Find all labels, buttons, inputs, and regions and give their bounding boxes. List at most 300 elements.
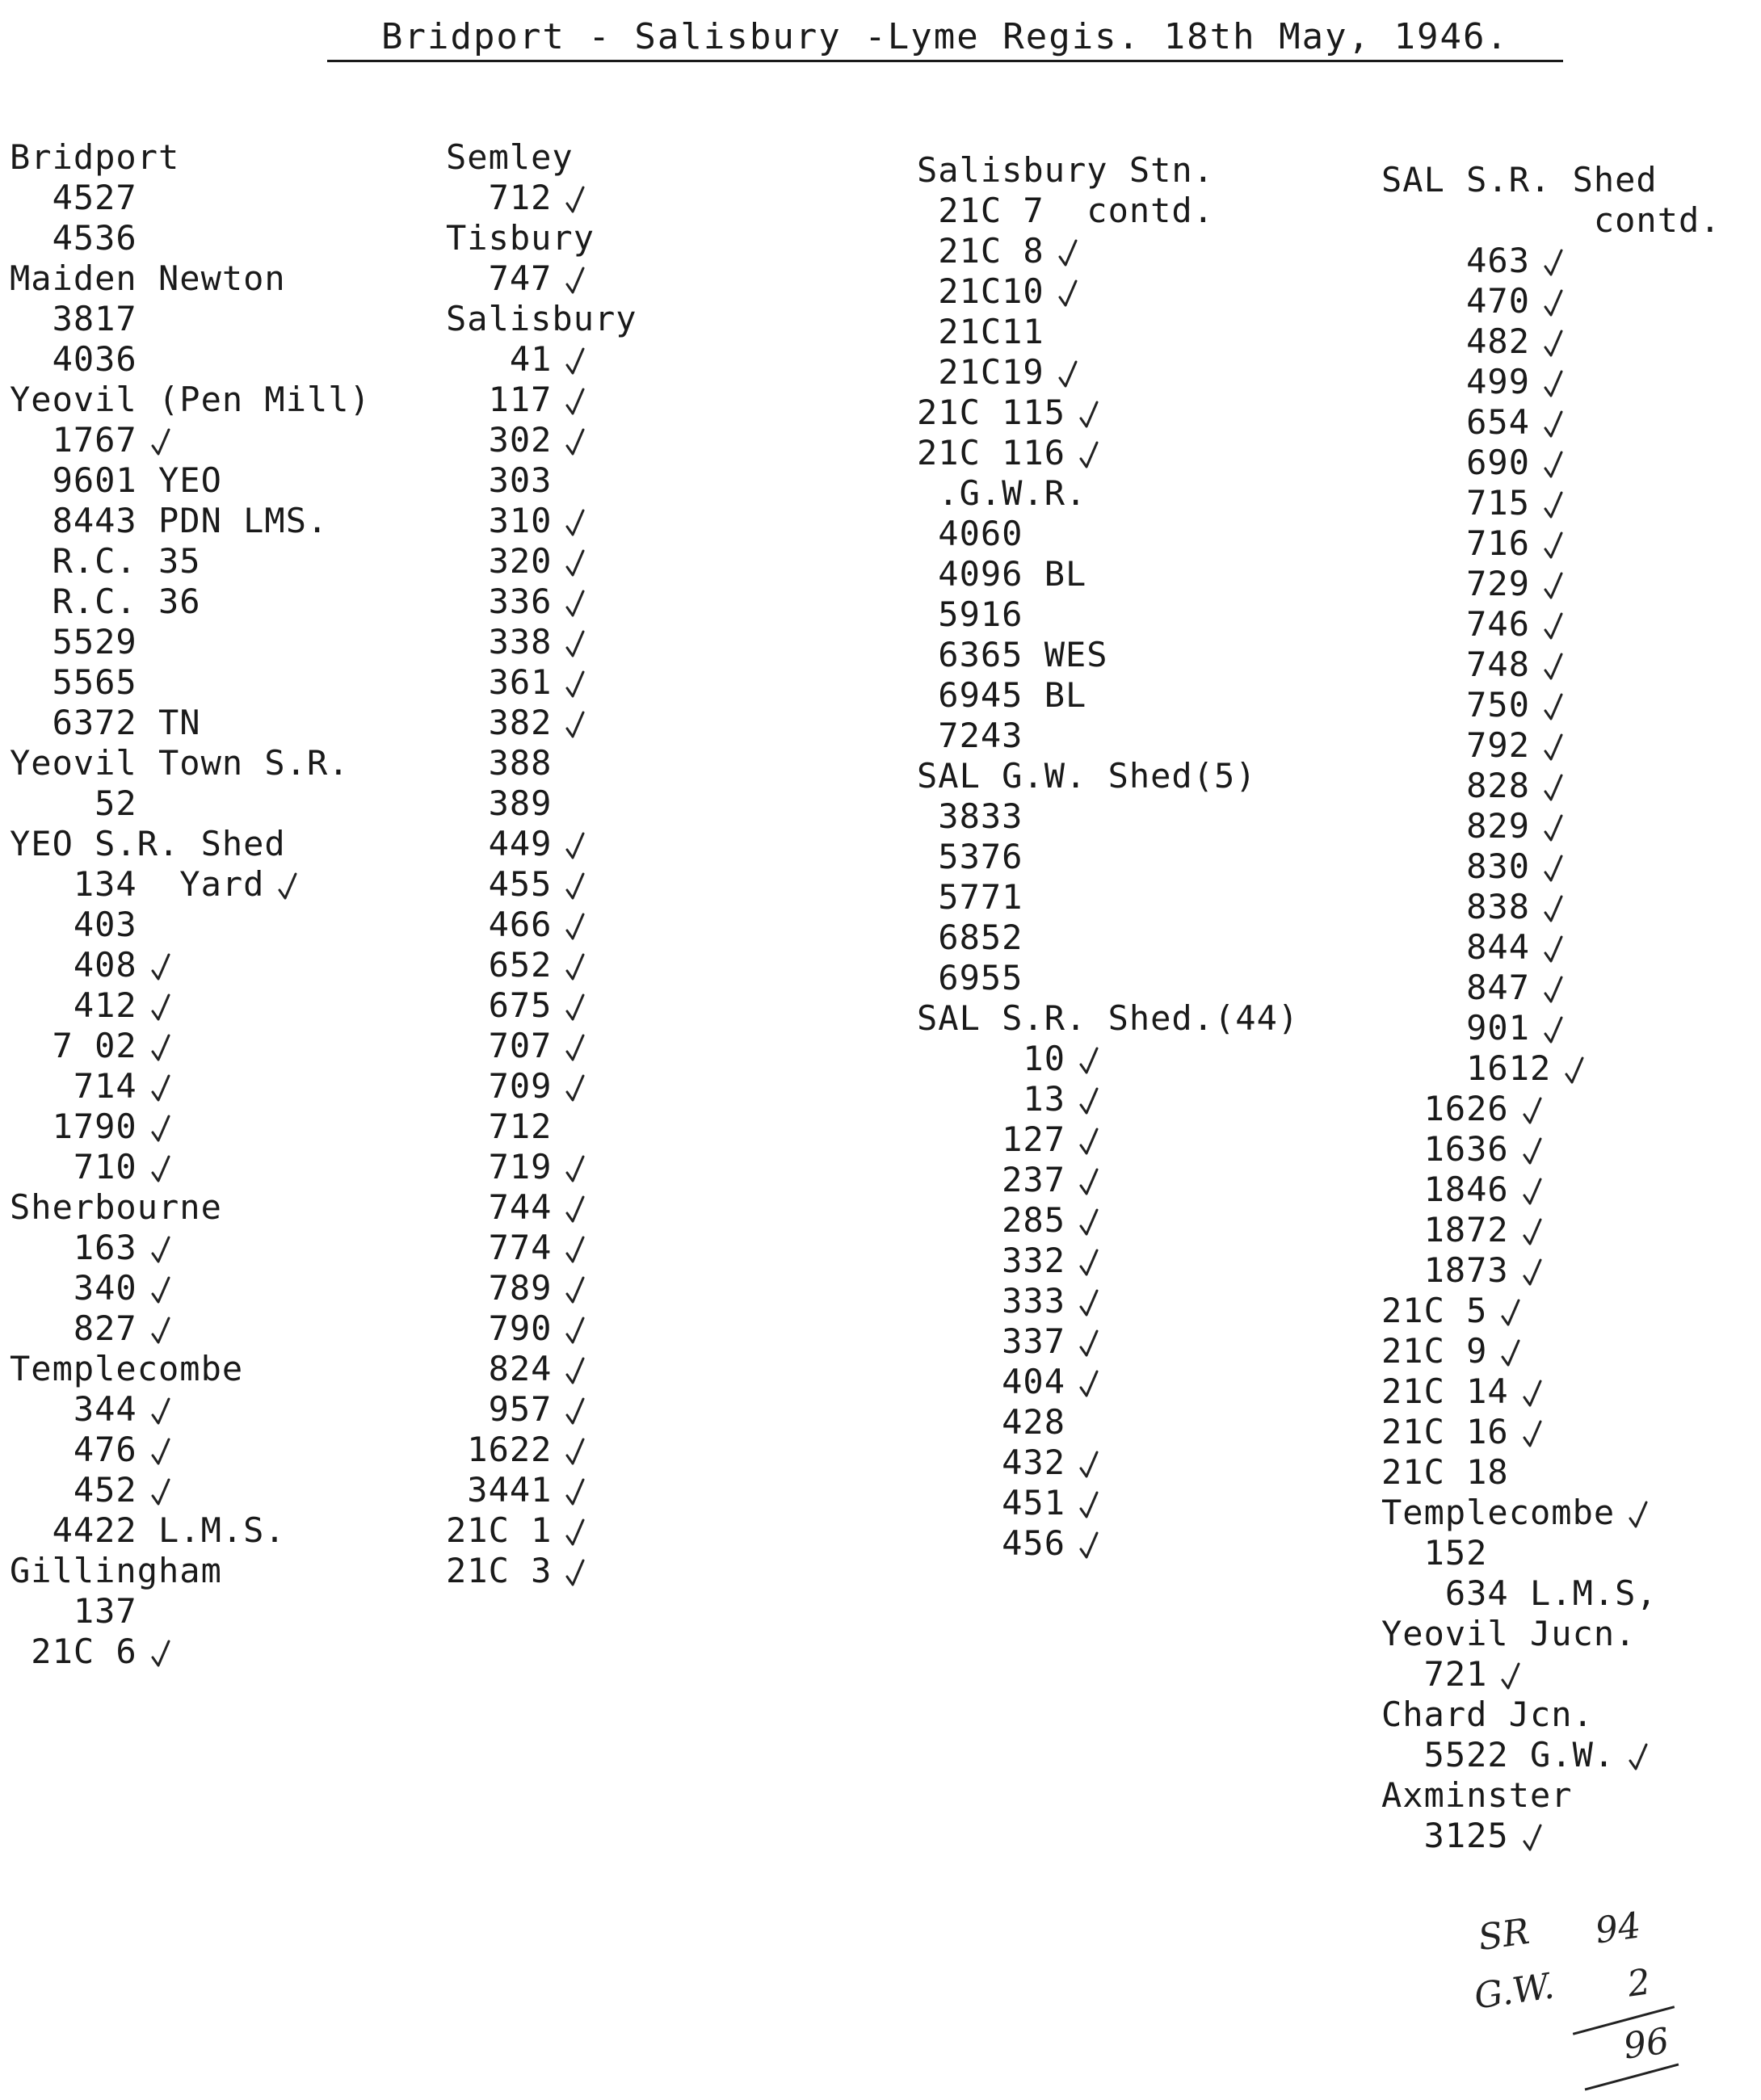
checkmark-icon [565,426,586,459]
entry-text: 361 [446,662,553,702]
entry-line [10,460,371,501]
entry-text: 729 [1381,564,1531,603]
entry-text: 388 [446,743,553,783]
checkmark-icon [1078,439,1099,472]
checkmark-icon [1078,1489,1099,1522]
entry-text: 4060 [917,514,1023,553]
checkmark-icon [1078,1086,1099,1118]
entry-line [917,635,1299,675]
entry-line [917,352,1299,393]
entry-text: 7243 [917,716,1023,755]
entry-line [446,541,637,582]
entry-text: 5376 [917,837,1023,876]
checkmark-icon [1543,691,1564,724]
entry-line [446,824,637,864]
checkmark-icon [1543,368,1564,401]
entry-line [1381,685,1721,725]
entry-text: 838 [1381,887,1531,926]
entry-line [10,1349,371,1389]
entry-line [1381,564,1721,604]
checkmark-icon [1543,530,1564,562]
checkmark-icon [1543,732,1564,764]
checkmark-icon [565,1073,586,1105]
checkmark-icon [150,1153,171,1186]
entry-text: 790 [446,1308,553,1348]
entry-text: 21C 115 [917,393,1066,432]
entry-line [446,299,637,339]
checkmark-icon [565,1355,586,1388]
checkmark-icon [150,951,171,984]
entry-line [1381,887,1721,927]
checkmark-icon [150,1638,171,1670]
gw-label: G.W. [1471,1965,1557,2018]
entry-line [1381,725,1721,766]
checkmark-icon [1078,1328,1099,1360]
entry-text: 449 [446,824,553,863]
entry-text: 337 [917,1321,1066,1361]
checkmark-icon [150,1436,171,1468]
entry-line [1381,927,1721,968]
entry-text: 382 [446,703,553,742]
entry-text: 466 [446,905,553,944]
entry-line [10,1551,371,1591]
checkmark-icon [565,709,586,741]
entry-line [10,1389,371,1430]
checkmark-icon [565,669,586,701]
entry-text: 715 [1381,483,1531,523]
entry-text: 4527 [10,178,137,217]
entry-line [917,1160,1299,1200]
entry-line [1381,1129,1721,1170]
checkmark-icon [1500,1297,1521,1329]
entry-line [1381,766,1721,806]
entry-line [10,783,371,824]
entry-line [446,1268,637,1308]
entry-text: 152 [1381,1533,1488,1573]
checkmark-icon [1543,611,1564,643]
entry-text: 127 [917,1119,1066,1159]
checkmark-icon [1500,1338,1521,1370]
entry-line [10,178,371,218]
entry-line [917,1039,1299,1079]
checkmark-icon [1543,288,1564,320]
entry-line [446,1187,637,1228]
entry-text: Bridport [10,137,180,177]
entry-line [1381,402,1721,443]
entry-text: 1790 [10,1107,137,1146]
entry-text: 6852 [917,918,1023,957]
entry-text: 21C10 [917,271,1044,311]
checkmark-icon [1522,1136,1543,1168]
entry-line [1381,645,1721,685]
entry-line [10,945,371,985]
entry-line [1381,1573,1721,1614]
entry-line [917,594,1299,635]
checkmark-icon [1543,409,1564,441]
gw-value: 2 [1624,1961,1654,2006]
checkmark-icon [1543,893,1564,926]
entry-text: .G.W.R. [917,473,1087,513]
entry-text: 654 [1381,402,1531,442]
entry-line [10,541,371,582]
entry-line [10,703,371,743]
entry-text: Salisbury [446,299,637,338]
entry-line [10,1147,371,1187]
entry-text: 41 [446,339,553,379]
entry-line [1381,1291,1721,1331]
entry-line [917,998,1299,1039]
checkmark-icon [565,1315,586,1347]
entry-text: 3125 [1381,1816,1509,1855]
entry-line [917,1200,1299,1241]
entry-text: Salisbury Stn. [917,150,1215,190]
checkmark-icon [565,346,586,378]
entry-text: 710 [10,1147,137,1186]
entry-line [446,1510,637,1551]
entry-text: 338 [446,622,553,662]
entry-text: 403 [10,905,137,944]
checkmark-icon [1078,1287,1099,1320]
checkmark-icon [565,1557,586,1590]
entry-line [1381,160,1721,200]
entry-line [1381,1089,1721,1129]
entry-line [1381,846,1721,887]
entry-line [1381,806,1721,846]
entry-line [1381,604,1721,645]
checkmark-icon [1057,359,1078,391]
entry-line [10,985,371,1026]
entry-text: 690 [1381,443,1531,482]
entry-line [10,299,371,339]
checkmark-icon [150,1032,171,1065]
entry-text: 747 [446,258,553,298]
entry-line [446,1349,637,1389]
entry-line [446,945,637,985]
entry-line [1381,281,1721,321]
entry-text: 21C 7 contd. [917,191,1215,230]
entry-line [10,1591,371,1632]
entry-text: Yeovil Town S.R. [10,743,350,783]
entry-line [10,380,371,420]
entry-text: 428 [917,1402,1066,1442]
entry-text: 901 [1381,1008,1531,1048]
entry-text: 3817 [10,299,137,338]
entry-line [1381,1493,1721,1533]
checkmark-icon [1522,1822,1543,1854]
checkmark-icon [1543,934,1564,966]
entry-line [1381,968,1721,1008]
checkmark-icon [1057,278,1078,310]
entry-line [446,1228,637,1268]
entry-line [446,1066,637,1107]
entry-text: 117 [446,380,553,419]
entry-text: 320 [446,541,553,581]
entry-line [10,1026,371,1066]
checkmark-icon [1522,1418,1543,1451]
entry-text: 463 [1381,241,1531,280]
entry-line [446,1551,637,1591]
entry-line [1381,1614,1721,1654]
checkmark-icon [565,1032,586,1065]
entry-line [917,756,1299,796]
entry-text: 829 [1381,806,1531,846]
entry-line [446,178,637,218]
column-3 [917,150,1299,1564]
checkmark-icon [565,386,586,418]
entry-line [446,1026,637,1066]
entry-text: 310 [446,501,553,540]
checkmark-icon [565,992,586,1024]
checkmark-icon [565,911,586,943]
entry-line [446,1308,637,1349]
checkmark-icon [565,507,586,540]
entry-text: 6365 WES [917,635,1108,674]
checkmark-icon [1543,772,1564,804]
entry-text: 412 [10,985,137,1025]
entry-text: Yeovil Jucn. [1381,1614,1637,1653]
entry-line [1381,200,1721,241]
entry-text: 792 [1381,725,1531,765]
entry-text: 716 [1381,523,1531,563]
entry-line [917,1402,1299,1443]
entry-line [917,231,1299,271]
entry-line [917,1443,1299,1483]
entry-text: 1612 [1381,1048,1552,1088]
entry-text: SAL G.W. Shed(5) [917,756,1257,796]
entry-line [917,1079,1299,1119]
entry-line [1381,523,1721,564]
entry-text: 824 [446,1349,553,1388]
entry-text: 6955 [917,958,1023,998]
entry-line [917,837,1299,877]
entry-text: Axminster [1381,1775,1573,1815]
entry-line [10,1470,371,1510]
entry-line [1381,1331,1721,1371]
entry-text: 21C 8 [917,231,1044,271]
entry-text: 714 [10,1066,137,1106]
entry-text: 21C 3 [446,1551,553,1590]
entry-line [446,662,637,703]
entry-text: 1872 [1381,1210,1509,1250]
entry-line [917,433,1299,473]
entry-text: 432 [917,1443,1066,1482]
entry-line [446,703,637,743]
checkmark-icon [1078,1166,1099,1199]
entry-text: 1873 [1381,1250,1509,1290]
entry-text: 21C 6 [10,1632,137,1671]
entry-text: Tisbury [446,218,595,258]
entry-line [10,662,371,703]
checkmark-icon [565,1436,586,1468]
entry-text: 8443 PDN LMS. [10,501,329,540]
entry-text: 470 [1381,281,1531,321]
entry-text: 303 [446,460,553,500]
entry-line [10,824,371,864]
entry-text: 21C 16 [1381,1412,1509,1451]
entry-line [446,1470,637,1510]
entry-text: 482 [1381,321,1531,361]
entry-line [917,150,1299,191]
column-2 [446,137,637,1591]
entry-line [10,258,371,299]
checkmark-icon [565,1517,586,1549]
entry-text: 1767 [10,420,137,460]
entry-line [10,1228,371,1268]
entry-line [1381,1412,1721,1452]
entry-line [446,1430,637,1470]
entry-line [917,191,1299,231]
entry-line [1381,1695,1721,1735]
entry-text: 957 [446,1389,553,1429]
entry-text: 744 [446,1187,553,1227]
entry-text: Yeovil (Pen Mill) [10,380,371,419]
entry-text: 344 [10,1389,137,1429]
entry-line [1381,1654,1721,1695]
entry-text: Templecombe [10,1349,244,1388]
entry-text: 336 [446,582,553,621]
checkmark-icon [1543,570,1564,603]
entry-line [446,743,637,783]
entry-line [446,1107,637,1147]
entry-text: 830 [1381,846,1531,886]
entry-line [446,380,637,420]
entry-text: 746 [1381,604,1531,644]
entry-text: 6945 BL [917,675,1087,715]
entry-line [10,1107,371,1147]
checkmark-icon [1628,1741,1649,1774]
entry-text: 3833 [917,796,1023,836]
entry-text: 750 [1381,685,1531,724]
checkmark-icon [565,951,586,984]
entry-line [10,420,371,460]
checkmark-icon [1078,1368,1099,1401]
entry-text: Chard Jcn. [1381,1695,1594,1734]
checkmark-icon [565,588,586,620]
entry-line [446,1147,637,1187]
entry-line [1381,1452,1721,1493]
entry-line [1381,321,1721,362]
column-1 [10,137,371,1672]
entry-text: contd. [1381,200,1721,240]
entry-line [917,271,1299,312]
checkmark-icon [1628,1499,1649,1531]
entry-line [446,218,637,258]
entry-text: 712 [446,1107,553,1146]
checkmark-icon [565,1234,586,1266]
checkmark-icon [1522,1257,1543,1289]
entry-line [917,716,1299,756]
entry-text: 302 [446,420,553,460]
entry-text: 634 L.M.S, [1381,1573,1658,1613]
entry-line [10,1632,371,1672]
entry-text: 6372 TN [10,703,201,742]
checkmark-icon [565,1194,586,1226]
entry-text: 1626 [1381,1089,1509,1128]
checkmark-icon [1522,1176,1543,1208]
checkmark-icon [150,1073,171,1105]
entry-text: 21C 116 [917,433,1066,472]
checkmark-icon [1078,399,1099,431]
entry-line [446,460,637,501]
entry-line [917,918,1299,958]
entry-text: 5522 G.W. [1381,1735,1616,1774]
checkmark-icon [565,1153,586,1186]
entry-line [917,393,1299,433]
entry-line [10,1066,371,1107]
entry-line [1381,1371,1721,1412]
column-4 [1381,160,1721,1856]
entry-text: 408 [10,945,137,985]
entry-line [1381,1775,1721,1816]
entry-line [1381,443,1721,483]
entry-line [917,1523,1299,1564]
checkmark-icon [565,871,586,903]
entry-line [917,1362,1299,1402]
entry-line [917,514,1299,554]
checkmark-icon [150,1315,171,1347]
entry-line [1381,1210,1721,1250]
checkmark-icon [1543,651,1564,683]
checkmark-icon [150,1396,171,1428]
entry-line [10,218,371,258]
entry-line [446,985,637,1026]
entry-line [10,622,371,662]
entry-text: 10 [917,1039,1066,1078]
entry-text: 451 [917,1483,1066,1522]
entry-line [10,1187,371,1228]
checkmark-icon [1522,1216,1543,1249]
entry-line [917,796,1299,837]
entry-text: 1622 [446,1430,553,1469]
page-title: Bridport - Salisbury -Lyme Regis. 18th May, 1946. [327,15,1563,62]
entry-line [917,958,1299,998]
entry-text: Sherbourne [10,1187,222,1227]
entry-line [10,864,371,905]
entry-line [1381,1048,1721,1089]
entry-text: SAL S.R. Shed.(44) [917,998,1300,1038]
checkmark-icon [1564,1055,1585,1087]
entry-text: SAL S.R. Shed [1381,160,1658,200]
entry-text: 5565 [10,662,137,702]
sr-value: 94 [1592,1905,1644,1952]
entry-text: 21C 18 [1381,1452,1509,1492]
entry-text: 332 [917,1241,1066,1280]
checkmark-icon [1543,449,1564,481]
entry-text: 789 [446,1268,553,1308]
entry-text: 52 [10,783,137,823]
total-double-underline [1585,2064,1679,2091]
entry-text: 827 [10,1308,137,1348]
entry-text: 5771 [917,877,1023,917]
entry-line [446,339,637,380]
entry-text: 21C 9 [1381,1331,1488,1371]
entry-text: 4536 [10,218,137,258]
checkmark-icon [1078,1449,1099,1481]
entry-text: 828 [1381,766,1531,805]
entry-line [446,905,637,945]
entry-line [917,1483,1299,1523]
entry-text: 721 [1381,1654,1488,1694]
entry-line [446,501,637,541]
entry-line [10,1308,371,1349]
entry-text: 137 [10,1591,137,1631]
entry-text: R.C. 35 [10,541,201,581]
entry-text: 709 [446,1066,553,1106]
entry-text: 237 [917,1160,1066,1199]
entry-text: 774 [446,1228,553,1267]
entry-line [10,905,371,945]
entry-text: 1636 [1381,1129,1509,1169]
